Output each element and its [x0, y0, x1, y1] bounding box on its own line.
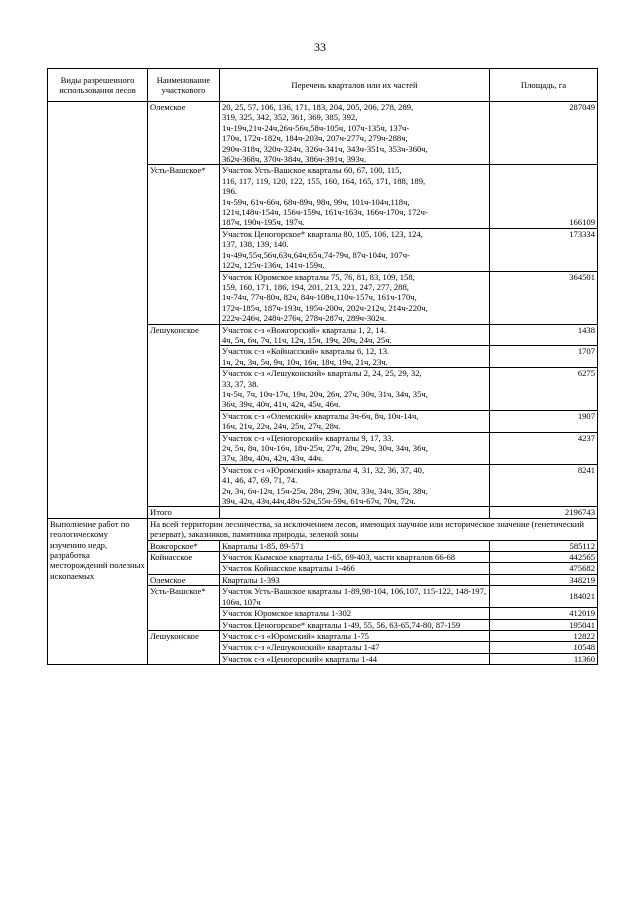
- header-area: Площадь, га: [490, 69, 598, 102]
- quarters-cell: Участок Усть-Вашское кварталы 1-89,98-104, 106,107, 115-122, 148-197, 106ч, 107ч: [220, 586, 490, 608]
- quarters-cell: Участок Ценогорское* кварталы 1-49, 55, 56, 63-65,74-80, 87-159: [220, 619, 490, 630]
- quarters-cell: Участок с-з «Лешуконский» кварталы 1-47: [220, 642, 490, 653]
- page-number: 33: [314, 40, 326, 54]
- quarters-cell: Участок Ценогорское* кварталы 80, 105, 106, 123, 124, 137, 138, 139, 140. 1ч-49ч,55ч,56ч,63ч,64ч,65ч,74-79ч, 87ч-104ч, 107ч- 122ч, 125ч-136ч, 141ч-159ч.: [220, 228, 490, 271]
- table-row: [48, 102, 598, 165]
- quarters-cell: Кварталы 1-393: [220, 574, 490, 585]
- district-name: Койнасское: [148, 552, 220, 575]
- area-cell: 442565: [490, 552, 598, 563]
- quarters-cell: Участок с-з «Койнасский» кварталы 6, 12, 13. 1ч, 2ч, 3ч, 5ч, 9ч, 10ч, 16ч, 18ч, 19ч, 21ч, 23ч.: [220, 346, 490, 368]
- area-cell: 1907: [490, 410, 598, 432]
- district-name: Лешуконское: [148, 324, 220, 507]
- quarters-cell: 20, 25, 57, 106, 136, 171, 183, 204, 205, 206, 278, 289, 319, 325, 342, 352, 361, 369, 385, 392, 1ч-19ч,21ч-24ч,26ч-56ч,58ч-105ч, 107ч-135ч, 137ч- 170ч, 172ч-182ч, 184ч-203ч, 207ч-277ч, 279ч-288ч, 290ч-318ч, 320ч-324ч, 326ч-341ч, 343ч-351ч, 353ч-360ч, 362ч-368ч, 370ч-384ч, 386ч-391ч, 393ч.: [220, 102, 490, 165]
- section-intro: На всей территории лесничества, за исключением лесов, имеющих научное или историческое значение (генетический резерват), заказников, памятника природы, зеленой зоны: [148, 518, 598, 540]
- header-use-type: Виды разрешенного использования лесов: [48, 69, 148, 102]
- use-type-cell-continued: [48, 102, 148, 519]
- district-name: Вожгорское*: [148, 540, 220, 551]
- area-cell: 287049: [490, 102, 598, 165]
- table-row: [48, 518, 598, 540]
- quarters-cell: Участок с-з «Юромский» кварталы 4, 31, 32, 36, 37, 40, 41, 46, 47, 69, 71, 74. 2ч, 3ч, 6ч-12ч, 15ч-25ч, 28ч, 29ч, 30ч, 33ч, 34ч, 35ч, 38ч, 39ч, 42ч, 43ч,44ч,48ч-52ч,55ч-59ч, 61ч-67ч, 70ч, 72ч.: [220, 464, 490, 507]
- district-name: Олемское: [148, 574, 220, 585]
- total-area: 2196743: [490, 507, 598, 518]
- quarters-cell: Участок с-з «Олемский» кварталы 3ч-6ч, 8ч, 10ч-14ч, 16ч, 21ч, 22ч, 24ч, 25ч, 27ч, 28ч.: [220, 410, 490, 432]
- district-name: Олемское: [148, 102, 220, 165]
- area-cell: 4237: [490, 432, 598, 464]
- quarters-cell: Участок Юромское кварталы 75, 76, 81, 83, 109, 158, 159, 160, 171, 186, 194, 201, 213, 221, 247, 277, 288, 1ч-74ч, 77ч-80ч, 82ч, 84ч-108ч,110ч-157ч, 161ч-170ч, 172ч-185ч, 187ч-193ч, 195ч-200ч, 202ч-212ч, 214ч-220ч, 222ч-246ч, 248ч-276ч, 278ч-287ч, 289ч-302ч.: [220, 271, 490, 324]
- area-cell: 195041: [490, 619, 598, 630]
- area-cell: 10548: [490, 642, 598, 653]
- area-cell: 11360: [490, 653, 598, 664]
- quarters-cell: Кварталы 1-85, 89-571: [220, 540, 490, 551]
- quarters-cell: Участок с-з «Юромский» кварталы 1-75: [220, 630, 490, 641]
- header-quarters: Перечень кварталов или их частей: [220, 69, 490, 102]
- quarters-cell: Участок Юромское кварталы 1-302: [220, 608, 490, 619]
- area-cell: 364501: [490, 271, 598, 324]
- area-cell: 8241: [490, 464, 598, 507]
- district-name: Лешуконское: [148, 630, 220, 664]
- district-name: Усть-Вашское*: [148, 165, 220, 324]
- use-type-cell: Выполнение работ по геологическому изучению недр, разработка месторождений полезных ископаемых: [48, 518, 148, 664]
- quarters-cell: Участок Кымское кварталы 1-65, 69-403, части кварталов 66-68: [220, 552, 490, 563]
- quarters-cell: Участок Койнасское кварталы 1-466: [220, 563, 490, 574]
- area-cell: 173334: [490, 228, 598, 271]
- area-cell: 184021: [490, 586, 598, 608]
- area-cell: 585112: [490, 540, 598, 551]
- table-header-row: [48, 69, 598, 102]
- area-cell: 12822: [490, 630, 598, 641]
- quarters-cell: Участок с-з «Лешуконский» кварталы 2, 24, 25, 29, 32, 33, 37, 38. 1ч-5ч, 7ч, 10ч-17ч, 19ч, 20ч, 26ч, 27ч, 30ч, 31ч, 34ч, 35ч, 36ч, 39ч, 40ч, 41ч, 42ч, 45ч, 46ч.: [220, 368, 490, 411]
- total-label: Итого: [148, 507, 220, 518]
- quarters-cell: Участок Усть-Вашское кварталы 60, 67, 100, 115, 116, 117, 119, 120, 122, 155, 160, 164, 165, 171, 188, 189, 196. 1ч-59ч, 61ч-66ч, 68ч-89ч, 98ч, 99ч, 101ч-104ч,118ч, 121ч,148ч-154ч, 156ч-159ч, 161ч-163ч, 166ч-170ч, 172ч- 187ч, 190ч-195ч, 197ч.: [220, 165, 490, 228]
- area-cell: 475682: [490, 563, 598, 574]
- quarters-cell: Участок с-з «Ценогорский» кварталы 1-44: [220, 653, 490, 664]
- total-empty-cell: [220, 507, 490, 518]
- district-name: Усть-Вашское*: [148, 586, 220, 631]
- area-cell: 1707: [490, 346, 598, 368]
- quarters-cell: Участок с-з «Ценогорский» кварталы 9, 17, 33. 2ч, 5ч, 8ч, 10ч-16ч, 18ч-25ч, 27ч, 28ч, 29ч, 30ч, 34ч, 36ч, 37ч, 38ч, 40ч, 42ч, 43ч, 44ч.: [220, 432, 490, 464]
- area-cell: 412019: [490, 608, 598, 619]
- area-cell: 1438: [490, 324, 598, 346]
- area-cell: 348219: [490, 574, 598, 585]
- header-district: Наименование участкового: [148, 69, 220, 102]
- quarters-cell: Участок с-з «Вожгорский» кварталы 1, 2, 14. 4ч, 5ч, 6ч, 7ч, 11ч, 12ч, 15ч, 19ч, 20ч, 24ч, 25ч.: [220, 324, 490, 346]
- forest-use-table: [47, 68, 598, 665]
- area-cell: 166109: [490, 165, 598, 228]
- area-cell: 6275: [490, 368, 598, 411]
